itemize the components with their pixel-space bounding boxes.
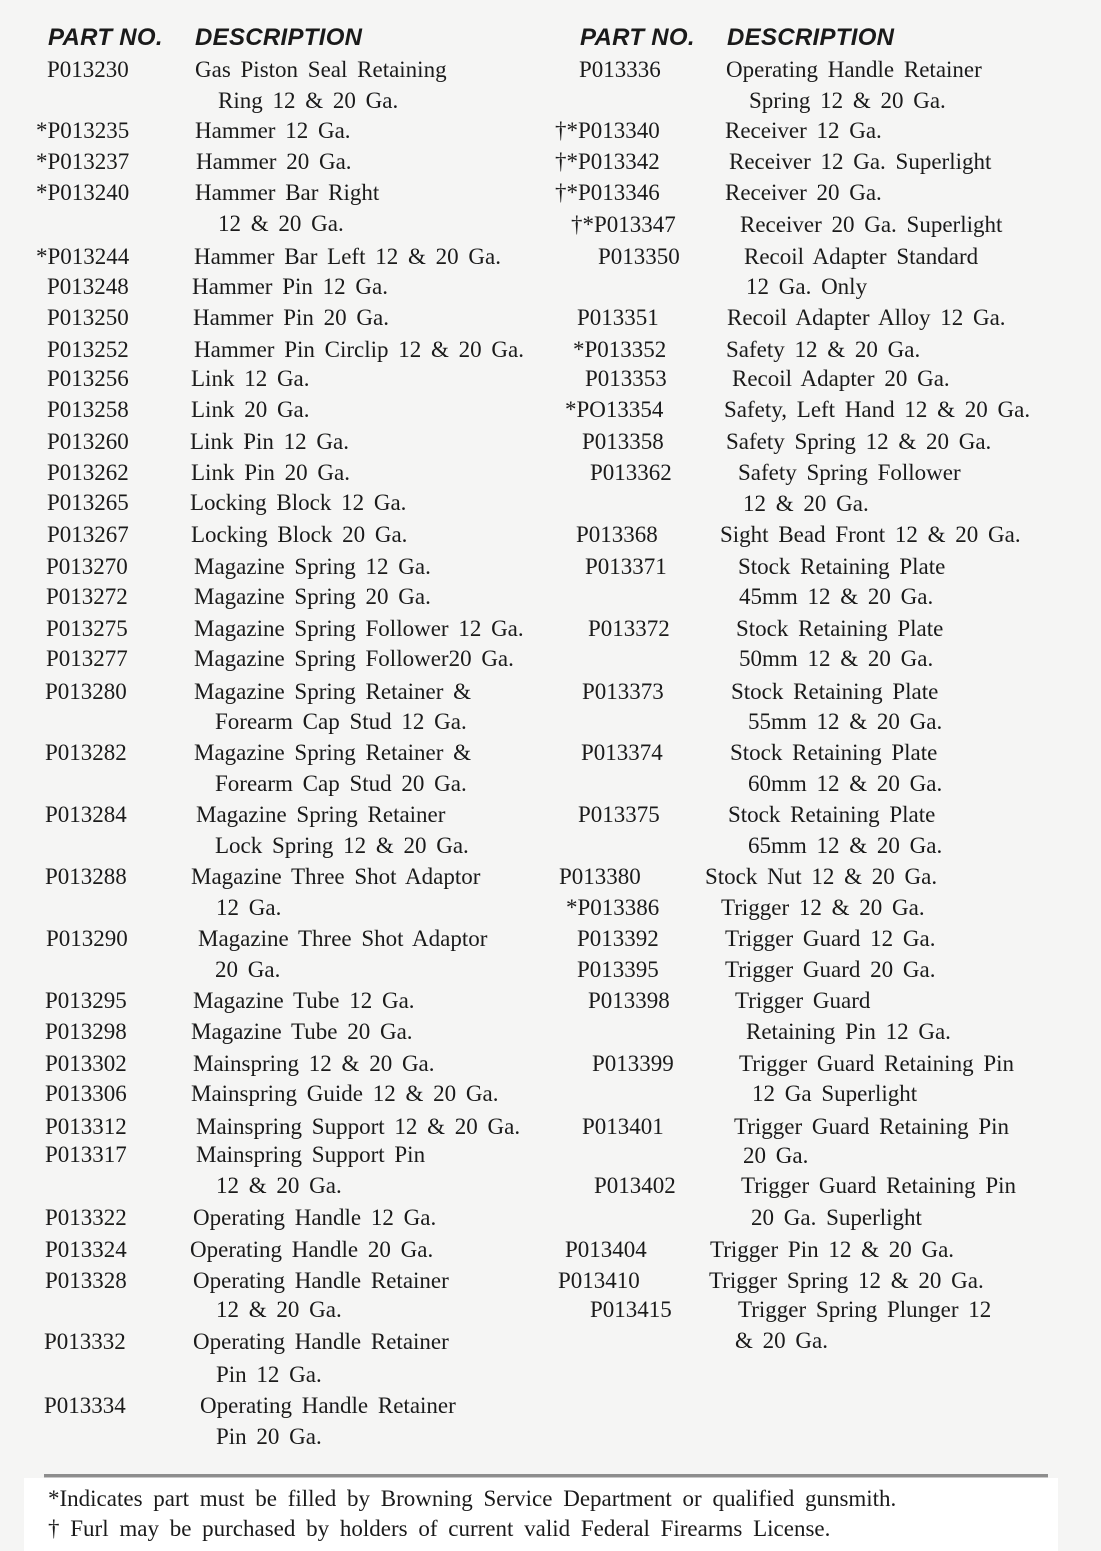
right-part-number: P013371 [585,554,667,579]
left-part-number: *P013240 [36,180,130,205]
left-part-description: Magazine Tube 20 Ga. [191,1019,413,1044]
left-part-number: P013334 [44,1393,126,1418]
left-part-number: P013332 [44,1329,126,1354]
left-part-description: Mainspring Support 12 & 20 Ga. [196,1114,521,1139]
footnote-asterisk: *Indicates part must be filled by Browning Service Department or qualified gunsmith. [48,1486,897,1511]
right-part-description: Trigger Guard Retaining Pin [734,1114,1009,1139]
left-part-description-continued: 12 & 20 Ga. [216,1173,342,1198]
right-part-description: Trigger Guard 12 Ga. [725,926,936,951]
left-part-description: Magazine Spring Retainer & [194,679,472,704]
left-part-number: *P013244 [36,244,130,269]
footnote-dagger: † Furl may be purchased by holders of current valid Federal Firearms License. [48,1516,831,1541]
left-part-description: Magazine Tube 12 Ga. [193,988,415,1013]
left-part-description: Operating Handle Retainer [193,1268,449,1293]
left-part-description: Magazine Spring Retainer [196,802,446,827]
left-part-description: Gas Piston Seal Retaining [195,57,447,82]
left-part-number: P013270 [46,554,128,579]
left-part-description: Hammer Pin 20 Ga. [193,305,389,330]
left-part-number: P013322 [45,1205,127,1230]
right-description-header: DESCRIPTION [727,24,895,51]
right-part-number: P013358 [582,429,664,454]
left-part-description: Locking Block 12 Ga. [190,490,407,515]
right-part-description: Recoil Adapter Standard [744,244,979,269]
right-part-number: P013368 [576,522,658,547]
left-part-description-continued: 12 Ga. [216,895,282,920]
right-part-number: †*P013342 [555,149,660,174]
left-part-number: P013290 [46,926,128,951]
left-description-header: DESCRIPTION [195,24,363,51]
right-part-description-continued: 50mm 12 & 20 Ga. [739,646,934,671]
right-part-no-header: PART NO. [580,24,695,51]
right-part-description: Stock Retaining Plate [738,554,946,579]
right-part-number: P013410 [558,1268,640,1293]
left-part-description: Magazine Three Shot Adaptor [198,926,488,951]
right-part-description: Safety, Left Hand 12 & 20 Ga. [724,397,1031,422]
right-part-description: Receiver 20 Ga. Superlight [740,212,1003,237]
right-part-description: Stock Retaining Plate [730,740,938,765]
left-part-number: P013302 [45,1051,127,1076]
right-part-number: *PO13354 [565,397,664,422]
left-part-number: P013256 [47,366,129,391]
right-part-description-continued: & 20 Ga. [735,1328,828,1353]
right-part-number: P013402 [594,1173,676,1198]
right-part-description-continued: 60mm 12 & 20 Ga. [748,771,943,796]
left-part-number: P013267 [47,522,129,547]
left-part-number: P013265 [47,490,129,515]
right-part-description-continued: 45mm 12 & 20 Ga. [739,584,934,609]
left-part-number: P013248 [47,274,129,299]
right-part-description: Trigger Spring 12 & 20 Ga. [709,1268,984,1293]
right-part-description: Operating Handle Retainer [726,57,982,82]
right-part-number: P013395 [577,957,659,982]
left-part-description: Link 20 Ga. [191,397,310,422]
right-part-description: Stock Retaining Plate [728,802,936,827]
left-part-description: Mainspring Support Pin [196,1142,426,1167]
right-part-description-continued: 12 Ga. Only [746,274,868,299]
right-part-description: Trigger Guard Retaining Pin [741,1173,1016,1198]
left-part-number: P013258 [47,397,129,422]
left-part-number: *P013237 [36,149,130,174]
left-part-number: P013328 [45,1268,127,1293]
right-part-description: Trigger Spring Plunger 12 [738,1297,992,1322]
left-part-description-continued: Forearm Cap Stud 20 Ga. [215,771,467,796]
left-part-description: Operating Handle Retainer [200,1393,456,1418]
right-part-description: Safety Spring 12 & 20 Ga. [726,429,992,454]
left-part-description-continued: Pin 20 Ga. [216,1424,322,1449]
right-part-number: †*P013346 [555,180,660,205]
left-part-description-continued: Ring 12 & 20 Ga. [218,88,399,113]
right-part-number: P013375 [578,802,660,827]
right-part-number: †*P013340 [555,118,660,143]
right-part-number: P013353 [585,366,667,391]
right-part-number: *P013352 [573,337,667,362]
left-part-description: Operating Handle 20 Ga. [190,1237,434,1262]
right-part-description: Safety Spring Follower [738,460,961,485]
right-part-number: P013336 [579,57,661,82]
right-part-number: P013362 [590,460,672,485]
left-part-number: P013298 [45,1019,127,1044]
left-part-number: P013284 [45,802,127,827]
right-part-number: P013399 [592,1051,674,1076]
left-part-description-continued: 20 Ga. [215,957,281,982]
left-part-description: Hammer Bar Left 12 & 20 Ga. [194,244,501,269]
right-part-number: P013401 [582,1114,664,1139]
right-part-description: Safety 12 & 20 Ga. [726,337,921,362]
left-part-number: P013317 [45,1142,127,1167]
left-part-number: P013295 [45,988,127,1013]
left-part-number: P013312 [45,1114,127,1139]
left-part-description-continued: 12 & 20 Ga. [216,1297,342,1322]
right-part-description: Trigger Pin 12 & 20 Ga. [710,1237,955,1262]
left-part-description-continued: Pin 12 Ga. [216,1362,322,1387]
right-part-description-continued: 65mm 12 & 20 Ga. [748,833,943,858]
left-part-number: P013280 [45,679,127,704]
right-part-number: P013372 [588,616,670,641]
left-part-no-header: PART NO. [48,24,163,51]
left-part-description: Magazine Spring Follower20 Ga. [194,646,514,671]
right-part-description: Trigger Guard 20 Ga. [725,957,936,982]
left-part-description: Magazine Three Shot Adaptor [191,864,481,889]
left-part-description: Operating Handle Retainer [193,1329,449,1354]
left-part-description: Link Pin 20 Ga. [191,460,350,485]
right-part-description: Receiver 20 Ga. [725,180,882,205]
right-part-description-continued: 55mm 12 & 20 Ga. [748,709,943,734]
left-part-number: P013260 [47,429,129,454]
right-part-description: Recoil Adapter Alloy 12 Ga. [727,305,1006,330]
right-part-description: Receiver 12 Ga. [725,118,882,143]
right-part-description: Trigger Guard Retaining Pin [739,1051,1014,1076]
left-part-description: Link Pin 12 Ga. [190,429,349,454]
left-part-number: P013262 [47,460,129,485]
right-part-number: P013415 [590,1297,672,1322]
right-part-number: P013398 [588,988,670,1013]
left-part-description: Magazine Spring Retainer & [194,740,472,765]
left-part-number: P013272 [46,584,128,609]
right-part-number: P013351 [577,305,659,330]
left-part-description: Magazine Spring 20 Ga. [194,584,431,609]
right-part-description-continued: 20 Ga. Superlight [751,1205,922,1230]
right-part-number: P013392 [577,926,659,951]
left-part-number: P013230 [47,57,129,82]
right-part-description: Stock Nut 12 & 20 Ga. [705,864,938,889]
left-part-description-continued: 12 & 20 Ga. [218,211,344,236]
right-part-description: Sight Bead Front 12 & 20 Ga. [720,522,1021,547]
left-part-number: P013250 [47,305,129,330]
left-part-description: Magazine Spring 12 Ga. [194,554,431,579]
right-part-description-continued: 20 Ga. [743,1143,809,1168]
left-part-description: Hammer Pin 12 Ga. [192,274,388,299]
right-part-description-continued: Retaining Pin 12 Ga. [746,1019,951,1044]
right-part-description: Stock Retaining Plate [731,679,939,704]
left-part-number: P013277 [46,646,128,671]
left-part-number: P013282 [45,740,127,765]
right-part-description: Trigger Guard [735,988,871,1013]
left-part-description-continued: Lock Spring 12 & 20 Ga. [215,833,469,858]
left-part-description: Hammer 12 Ga. [195,118,351,143]
right-part-description-continued: 12 Ga Superlight [752,1081,918,1106]
left-part-description: Hammer Pin Circlip 12 & 20 Ga. [194,337,524,362]
right-part-description-continued: Spring 12 & 20 Ga. [749,88,946,113]
right-part-description: Receiver 12 Ga. Superlight [729,149,992,174]
right-part-description: Recoil Adapter 20 Ga. [732,366,950,391]
left-part-number: *P013235 [36,118,130,143]
footnotes [24,1478,1058,1551]
left-part-number: P013288 [45,864,127,889]
right-part-description: Stock Retaining Plate [736,616,944,641]
right-part-description: Trigger 12 & 20 Ga. [721,895,925,920]
left-part-description: Hammer Bar Right [195,180,380,205]
right-part-number: P013380 [559,864,641,889]
left-part-description: Locking Block 20 Ga. [191,522,408,547]
left-part-description: Mainspring Guide 12 & 20 Ga. [191,1081,499,1106]
right-part-number: P013404 [565,1237,647,1262]
left-part-description: Link 12 Ga. [191,366,310,391]
left-part-description: Mainspring 12 & 20 Ga. [193,1051,435,1076]
right-part-number: P013373 [582,679,664,704]
left-part-description: Operating Handle 12 Ga. [193,1205,437,1230]
left-part-number: P013252 [47,337,129,362]
right-part-number: †*P013347 [571,212,676,237]
right-part-number: P013374 [581,740,663,765]
right-part-description-continued: 12 & 20 Ga. [743,491,869,516]
left-part-description: Hammer 20 Ga. [196,149,352,174]
right-part-number: *P013386 [566,895,660,920]
left-part-number: P013306 [45,1081,127,1106]
right-part-number: P013350 [598,244,680,269]
left-part-description: Magazine Spring Follower 12 Ga. [194,616,524,641]
left-part-description-continued: Forearm Cap Stud 12 Ga. [215,709,467,734]
left-part-number: P013324 [45,1237,127,1262]
left-part-number: P013275 [46,616,128,641]
